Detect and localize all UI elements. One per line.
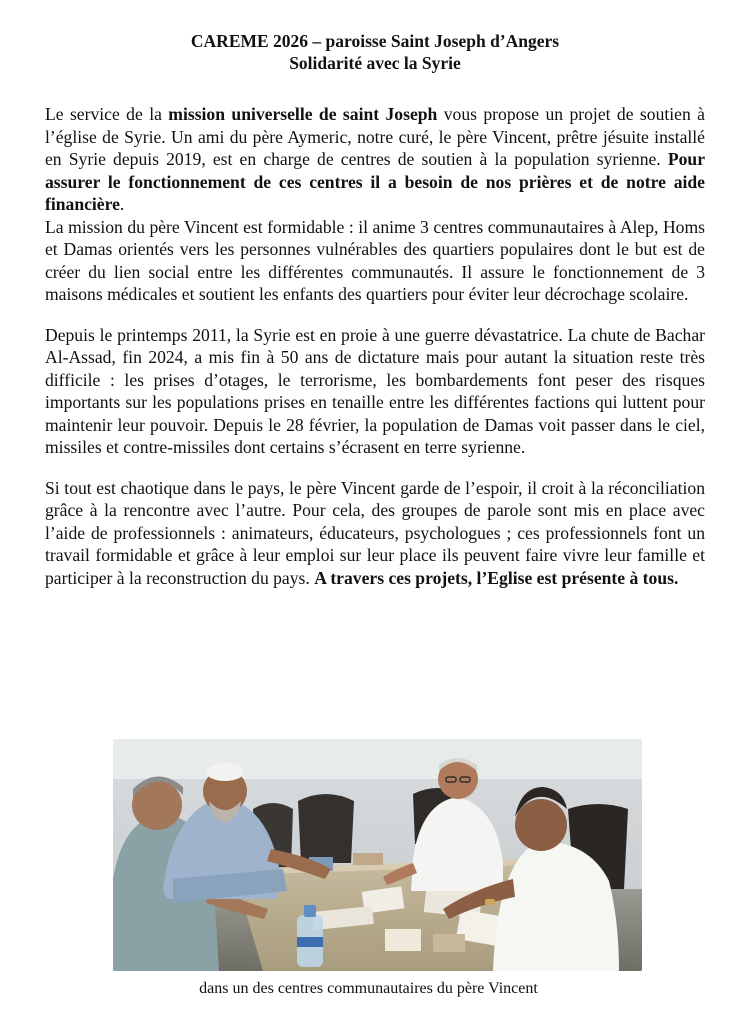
community-center-photo [113, 739, 642, 971]
photo-illustration [113, 739, 642, 971]
document-body [45, 30, 705, 589]
paragraph-intro [45, 103, 705, 216]
paragraph-context: Depuis le printemps 2011, la Syrie est en proie à une guerre dévastatrice. La chute de Bachar Al-Assad, fin 2024, a mis fin à 50 ans de dictature mais pour autant la situation reste très difficile : les prises d’otages, le terrorisme, les bombardements font peser des risques importants sur les populations prises en tenaille entre les différentes factions qui luttent pour maintenir leur pouvoir. Depuis le 28 février, la population de Damas voit passer dans le ciel, missiles et contre-missiles dont certains s’écrasent en terre syrienne. [45, 324, 705, 457]
paragraph-hope [45, 477, 705, 590]
paragraph-hope-text: Si tout est chaotique dans le pays, le père Vincent garde de l’espoir, il croit à la réconciliation grâce à la rencontre avec l’autre. Pour cela, des groupes de parole sont mis en place avec l’aide de professionnels : animateurs, éducateurs, psychologues ; ces professionnels font un travail formidable et grâce à leur emploi sur leur place ils peuvent faire vivre leur famille et participer à la reconstruction du pays. [45, 477, 705, 588]
paragraph-intro-text-2: vous propose un projet de soutien à l’église de Syrie. Un ami du père Aymeric, notre curé, le père Vincent, prêtre jésuite installé en Syrie depuis 2019, est en charge de centres de soutien à la population syrienne. [45, 104, 705, 169]
title-block [45, 30, 705, 74]
photo-caption: dans un des centres communautaires du père Vincent [199, 980, 538, 997]
page-title: CAREME 2026 – paroisse Saint Joseph d’Angers [190, 31, 560, 51]
paragraph-intro-bold-2: Pour assurer le fonctionnement de ces centres il a besoin de nos prières et de notre aide financière [45, 149, 705, 214]
paragraph-mission: La mission du père Vincent est formidable : il anime 3 centres communautaires à Alep, Homs et Damas orientés vers les personnes vulnérables des quartiers populaires dont le but est de créer du lien social entre les différentes communautés. Il assure le fonctionnement de 3 maisons médicales et soutient les enfants des quartiers pour éviter leur décrochage scolaire. [45, 216, 705, 304]
page-subtitle: Solidarité avec la Syrie [289, 53, 461, 73]
paragraph-intro-text-1: Le service de la [45, 104, 169, 124]
paragraph-intro-text-3: . [119, 194, 125, 214]
paragraph-intro-bold-1: mission universelle de saint Joseph [168, 104, 438, 124]
paragraph-hope-bold: A travers ces projets, l’Eglise est présente à tous. [314, 567, 679, 588]
